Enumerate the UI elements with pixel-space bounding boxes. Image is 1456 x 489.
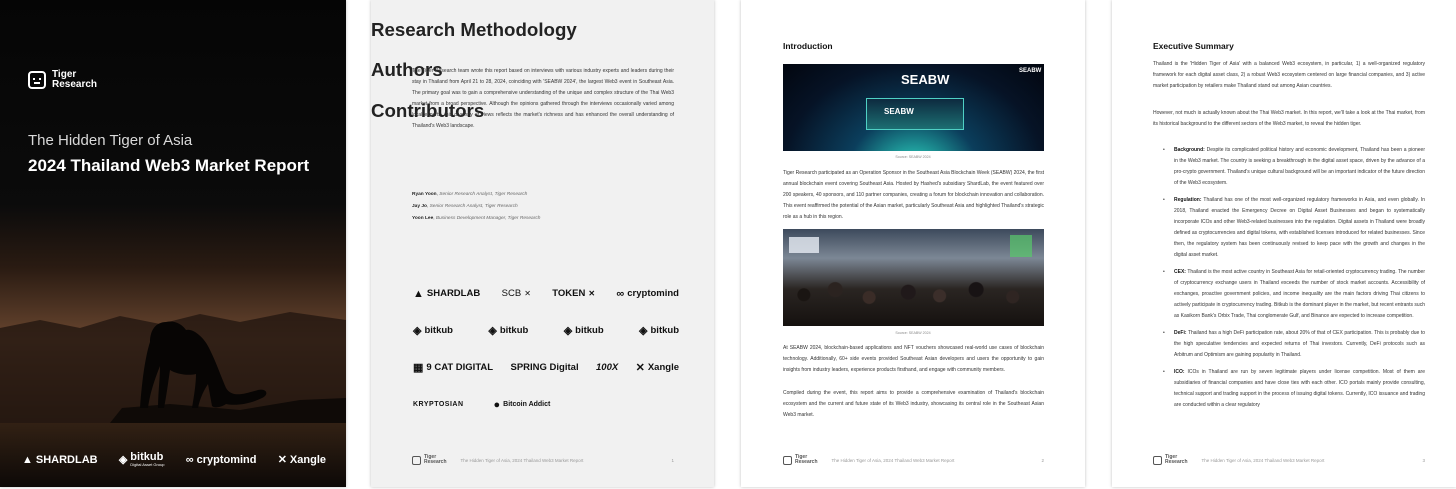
page-number: 1 [671, 457, 674, 463]
footer-title: The Hidden Tiger of Asia, 2024 Thailand Web3 Market Report [831, 457, 955, 463]
authors-heading: Authors [371, 59, 443, 81]
summary-bullet: • DeFi: Thailand has a high DeFi participation rate, about 20% of that of CEX participation. This is probably due to the high speculative tendencies and expected returns of Thai investors. Currently, DeFi protocols such as Arbitrum and Optimism are gaining popularity in Thailand. [1153, 328, 1425, 361]
shardlab-logo: ▲ SHARDLAB [22, 453, 98, 466]
stage-sign: SEABW [1019, 68, 1042, 74]
bitkub-icon: ◈ [118, 454, 128, 466]
contributor-logo: TOKEN ✕ [552, 288, 595, 299]
summary-paragraph: Thailand is the 'Hidden Tiger of Asia' with a balanced Web3 ecosystem, in particular, 1) a well-organized regulatory framework for each digital asset class, 2) a robust Web3 ecosystem centered on large financial companies, and 3) active market participation by retailers make Thailand stand out among Asian countries. [1153, 61, 1425, 89]
shardlab-icon: ▲ [22, 453, 33, 466]
contributor-logo: ◈ bitkub [639, 325, 679, 337]
contributors-heading: Contributors [371, 100, 485, 122]
bitkub-icon: ◈ [639, 325, 648, 337]
footer-title: The Hidden Tiger of Asia, 2024 Thailand Web3 Market Report [460, 457, 584, 463]
cryptomind-logo: ∞ cryptomind [185, 453, 257, 466]
cover-partner-logos [22, 452, 326, 467]
summary-bullet: • ICO: ICOs in Thailand are run by seven legitimate players under license competition. Most of them are subsidiaries of financial companies and have close ties with each other. ICO portals mainly provide consulting, technical support and trading support in the process of issuing digital tokens. Currently, ICO issuance and trading are conducted within a clear regulatory [1153, 367, 1425, 411]
executive-summary-heading: Executive Summary [1153, 41, 1234, 51]
seabw-crowd-photo [783, 229, 1044, 326]
intro-paragraph: At SEABW 2024, blockchain-based applications and NFT vouchers showcased real-world use cases of blockchain technology. Additionally, 60+ side events provided Southeast Asian developers and users the opportunity to gain insights from industry leaders, experience products firsthand, and engage with community members. [783, 345, 1044, 373]
footer-logo: Tiger Research [412, 455, 447, 465]
summary-bullet: • Background: Despite its complicated political history and economic development, Thailand has been a pioneer in the Web3 market. The country is seeking a breakthrough in the digital asset space, driven by the advance of a pro-crypto government. Thailand's unique cultural background will be an important indicator of the future direction of the Web3 ecosystem. [1153, 145, 1425, 189]
contributor-logo: SPRING Digital [510, 362, 579, 373]
contributors-grid [413, 275, 679, 423]
banner [1010, 235, 1032, 257]
tiger-silhouette-illustration [0, 258, 346, 423]
cryptomind-icon: ∞ [616, 287, 625, 300]
xangle-logo: ✕ Xangle [277, 453, 326, 466]
cover-subtitle: The Hidden Tiger of Asia [28, 132, 193, 149]
page-footer [412, 455, 674, 465]
executive-summary-page [1112, 0, 1456, 487]
brand-name-line1: Tiger [52, 69, 77, 80]
contributor-logo: ◈ bitkub [563, 325, 604, 337]
shardlab-icon: ▲ [413, 287, 424, 300]
tiger-icon [412, 456, 421, 465]
methodology-page [371, 0, 714, 487]
page-footer [783, 455, 1044, 465]
cover-title: 2024 Thailand Web3 Market Report [28, 156, 310, 175]
brand-name-line2: Research [52, 79, 98, 90]
tiger-icon [783, 456, 792, 465]
contributors-row [413, 349, 679, 386]
contributor-logo: ● Bitcoin Addict [493, 398, 551, 411]
summary-paragraph: However, not much is actually known about the Thai Web3 market. In this report, we'll take a look at the Thai market, from its historical background to the different sectors of the Web3 market, to reveal the hidden tiger. [1153, 110, 1425, 127]
bitkub-icon: ◈ [563, 325, 573, 337]
footer-title: The Hidden Tiger of Asia, 2024 Thailand Web3 Market Report [1201, 457, 1325, 463]
bitkub-icon: ◈ [488, 325, 497, 337]
footer-logo: Tiger Research [1153, 455, 1188, 465]
bitkub-tagline: Digital Asset Group [130, 462, 165, 467]
banner [789, 237, 819, 253]
summary-bullet: • CEX: Thailand is the most active country in Southeast Asia for retail-oriented cryptocurrency trading. The number of cryptocurrency exchange users in Thailand exceeds the number of stock market accounts. Accessibility of exchanges, proactive government policies, and income inequality are the main factors driving Thai citizens to actively participate in cryptocurrency trading. Bitkub is the dominant player in the market, but recent entrants such as Kasikorn Bank's Orbix Trade, Thai conglomerate Gulf, and Binance are expected to increase competition. [1153, 267, 1425, 322]
photo-caption: Source: SEABW 2024 [895, 331, 931, 335]
cryptomind-icon: ∞ [185, 453, 194, 466]
xangle-icon: ✕ [635, 362, 645, 374]
contributor-logo: 100X [596, 362, 619, 373]
contributor-logo: SCB ✕ [501, 288, 531, 299]
seabw-stage-photo [783, 64, 1044, 151]
contributor-logo: ▲ SHARDLAB [413, 287, 481, 300]
photo-caption: Source: SEABW 2024 [895, 155, 931, 159]
contributor-logo: ∞ cryptomind [616, 287, 679, 300]
tiger-research-logo [28, 70, 97, 90]
bitcoin-icon: ● [493, 398, 501, 411]
xangle-icon: ✕ [277, 454, 287, 466]
contributors-row [413, 312, 679, 349]
methodology-heading: Research Methodology [371, 18, 577, 40]
intro-paragraph: Tiger Research participated as an Operation Sponsor in the Southeast Asia Blockchain Week (SEABW) 2024, the first annual blockchain event covering Southeast Asia. Hosted by Hashed's subsidiary ShardLab, the event featured over 200 speakers, 40 sponsors, and 110 partner companies, creating a forum for blockchain innovation and collaboration. This event reaffirmed the potential of the Asian market, particularly Southeast Asia and highlighted Thailand's strategic role as a hub in this region. [783, 170, 1044, 220]
contributor-logo: ◈ bitkub [413, 325, 453, 337]
introduction-page [741, 0, 1085, 487]
contributor-logo: ✕ Xangle [635, 362, 679, 374]
summary-bullet-list [1153, 145, 1425, 417]
introduction-heading: Introduction [783, 41, 833, 51]
intro-paragraph: Compiled during the event, this report aims to provide a comprehensive examination of Thailand's blockchain ecosystem and the current and future state of its Web3 industry, showcasing its central role in the Southeast Asian Web3 market. [783, 390, 1044, 418]
author-item: Yoon Lee, Business Development Manager, Tiger Research [412, 216, 541, 221]
cover-page [0, 0, 346, 487]
author-item: Jay Jo, Senior Research Analyst, Tiger Research [412, 204, 518, 209]
contributor-logo: ▦ 9 CAT DIGITAL [413, 362, 494, 374]
footer-logo: Tiger Research [783, 455, 818, 465]
contributors-row [413, 275, 679, 312]
summary-bullet: • Regulation: Thailand has one of the most well-organized regulatory frameworks in Asia, and even globally. In 2018, Thailand enacted the Emergency Decree on Digital Asset Businesses and began to systematically incorporate ICOs and other Web3-related businesses into the regulation. Digital assets in Thailand were broadly defined as cryptocurrencies and digital tokens, with established licenses introduced for related businesses. Since then, the regulatory system has been continuously revised to keep pace with the growth and changes in the digital asset market. [1153, 195, 1425, 261]
contributors-row [413, 386, 679, 423]
bitkub-logo: ◈ bitkub Digital Asset Group [118, 451, 165, 467]
author-item: Ryan Yoon, Senior Research Analyst, Tiger Research [412, 192, 528, 197]
page-number: 3 [1422, 457, 1425, 463]
tiger-icon [1153, 456, 1162, 465]
bitkub-icon: ◈ [413, 325, 422, 337]
page-number: 2 [1041, 457, 1044, 463]
stage-sign: SEABW [884, 107, 914, 116]
crowd [783, 274, 1044, 326]
stage-screen [866, 98, 964, 130]
page-footer [1153, 449, 1425, 465]
methodology-text: The Tiger Research team wrote this report based on interviews with various industry experts and leaders during their stay in Thailand from April 21 to 28, 2024, coinciding with 'SEABW 2024', the largest Web3 event in Southeast Asia. The primary goal was to gain a comprehensive understanding of the unique and complex structure of the Thai Web3 market from a broad perspective. Although the opinions gathered through the interviews occasionally varied among local experts, this diversity of views reflects the market's richness and has enhanced the overall understanding of Thailand's Web3 landscape. [412, 68, 674, 129]
contributor-logo: KRYPTOSIAN [413, 401, 464, 408]
stage-sign: SEABW [901, 72, 950, 87]
ninecat-icon: ▦ [413, 362, 424, 374]
tiger-icon [28, 71, 46, 89]
contributor-logo: ◈ bitkub [488, 325, 529, 337]
authors-list [412, 189, 540, 225]
